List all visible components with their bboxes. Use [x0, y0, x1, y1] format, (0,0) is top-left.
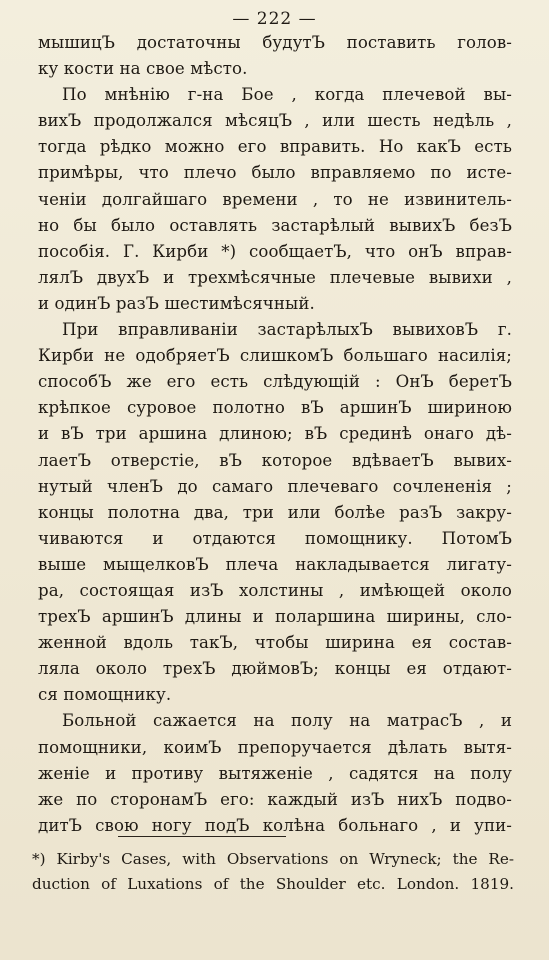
text-line: ку кости на свое мѣсто. — [38, 59, 248, 79]
page-number: — 222 — — [232, 9, 317, 29]
text-line: Кирби не одобряетЪ слишкомЪ большаго насилія; — [38, 346, 512, 366]
text-line: ся помощнику. — [38, 685, 172, 705]
text-line: крѣпкое суровое полотно вЪ аршинЪ шириною — [38, 398, 512, 418]
text-line: пособія. Г. Кирби *) сообщаетЪ, что онЪ вправ- — [38, 241, 512, 261]
text-line: и одинЪ разЪ шестимѣсячный. — [38, 293, 315, 313]
text-line: Больной сажается на полу на матрасЪ , и — [62, 711, 512, 731]
text-line: тогда рѣдко можно его вправить. Но какЪ есть — [38, 137, 512, 157]
text-line: чиваются и отдаются помощнику. ПотомЪ — [38, 528, 512, 548]
body-text — [38, 30, 512, 839]
text-line: нутый членЪ до самаго плечеваго сочлененія ; — [38, 476, 512, 496]
text-line: ченіи долгайшаго времени , то не извинитель- — [38, 189, 512, 209]
text-line: ра, состоящая изЪ холстины , имѣющей около — [38, 580, 512, 600]
text-line: лаетЪ отверстіе, вЪ которое вдѣваетЪ вывих- — [38, 450, 512, 470]
text-line: женіе и противу вытяженіе , садятся на полу — [38, 763, 512, 783]
text-line: мышицЪ достаточны будутЪ поставить голов- — [38, 33, 512, 52]
text-line: При вправливаніи застарѣлыхЪ вывиховЪ г. — [62, 320, 512, 340]
text-line: концы полотна два, три или болѣе разЪ закру- — [38, 502, 512, 522]
text-line: женной вдоль такЪ, чтобы ширина ея состав- — [38, 633, 512, 653]
text-line: вихЪ продолжался мѣсяцЪ , или шесть недѣль , — [38, 111, 512, 131]
text-line: выше мыщелковЪ плеча накладывается лигату- — [38, 554, 512, 574]
text-line: же по сторонамЪ его: каждый изЪ нихЪ подво- — [38, 789, 512, 809]
text-line: примѣры, что плечо было вправляемо по исте- — [38, 163, 512, 183]
text-line: помощники, коимЪ препоручается дѣлать вытя- — [38, 737, 512, 757]
footnote-line: *) Kirby's Cases, with Observations on Wryneck; the Re- — [32, 850, 514, 868]
text-line: и вЪ три аршина длиною; вЪ срединѣ онаго дѣ- — [38, 424, 512, 444]
footnote — [32, 847, 514, 897]
text-line: трехЪ аршинЪ длины и поларшина ширины, сло- — [38, 607, 512, 627]
text-line: дитЪ свою ногу подЪ колѣна больнаго , и упи- — [38, 815, 512, 835]
text-line: способЪ же его есть слѣдующій : ОнЪ беретЪ — [38, 372, 512, 392]
text-line: По мнѣнію г-на Бое , когда плечевой вы- — [62, 85, 512, 105]
text-line: ляла около трехЪ дюймовЪ; концы ея отдают- — [38, 659, 512, 679]
text-line: лялЪ двухЪ и трехмѣсячные плечевые вывихи , — [38, 267, 512, 287]
footnote-divider — [118, 836, 286, 837]
text-line: но бы было оставлять застарѣлый вывихЪ безЪ — [38, 215, 512, 235]
footnote-line: duction of Luxations of the Shoulder etc. London. 1819. — [32, 875, 514, 893]
